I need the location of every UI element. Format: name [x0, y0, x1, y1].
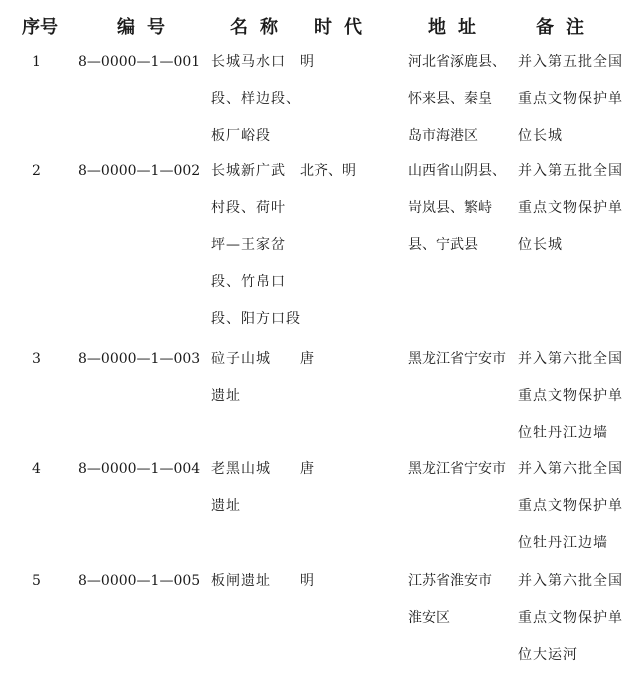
row-note-line: 并入第六批全国: [518, 573, 623, 589]
header-index: 序号: [22, 17, 58, 38]
row-name: [211, 341, 271, 415]
row-name-line: 长城新广武: [211, 163, 286, 179]
row-code: [78, 563, 200, 600]
row-location-line: 岛市海港区: [408, 128, 478, 144]
row-code: [78, 341, 200, 378]
row-name-line: 段、竹帛口: [211, 274, 286, 290]
row-location-line: 怀来县、秦皇: [408, 91, 492, 107]
row-location-line: 黑龙江省宁安市: [408, 351, 506, 367]
row-note-line: 重点文物保护单: [518, 200, 623, 216]
row-index: [32, 451, 41, 488]
row-name: [211, 44, 301, 155]
row-note-line: 并入第六批全国: [518, 461, 623, 477]
row-note-line: 位长城: [518, 128, 563, 144]
row-location: [408, 341, 506, 378]
row-era: [300, 153, 356, 190]
header-era: 时代: [314, 17, 374, 38]
row-era-text: 唐: [300, 351, 314, 367]
header-name: 名称: [230, 17, 290, 38]
row-note-line: 位牡丹江边墙: [518, 535, 608, 551]
row-location: [408, 44, 506, 155]
row-name-line: 坪—王家岔: [211, 237, 286, 253]
row-name-line: 遗址: [211, 388, 241, 404]
row-note-line: 重点文物保护单: [518, 498, 623, 514]
row-location-line: 山西省山阴县、: [408, 163, 506, 179]
row-name-line: 遗址: [211, 498, 241, 514]
row-note-line: 并入第五批全国: [518, 163, 623, 179]
row-name-line: 段、样边段、: [211, 91, 301, 107]
row-note-line: 位长城: [518, 237, 563, 253]
header-note: 备注: [536, 17, 596, 38]
row-location-line: 黑龙江省宁安市: [408, 461, 506, 477]
row-index: [32, 563, 41, 600]
row-code-text: 8—0000—1—005: [78, 573, 201, 589]
row-name-line: 板闸遗址: [211, 573, 271, 589]
row-index-text: 4: [32, 461, 41, 477]
row-name-line: 老黑山城: [211, 461, 271, 477]
header-location: 地址: [428, 17, 488, 38]
row-code: [78, 44, 200, 81]
row-index-text: 5: [32, 573, 41, 589]
row-era-text: 明: [300, 54, 314, 70]
row-index-text: 3: [32, 351, 41, 367]
row-era: [300, 44, 314, 81]
row-note: [518, 341, 623, 452]
row-index-text: 2: [32, 163, 41, 179]
row-note-line: 重点文物保护单: [518, 91, 623, 107]
row-era-text: 明: [300, 573, 314, 589]
row-code-text: 8—0000—1—003: [78, 351, 201, 367]
row-note: [518, 451, 623, 562]
row-note: [518, 44, 623, 155]
row-name-line: 长城马水口: [211, 54, 286, 70]
row-note-line: 位牡丹江边墙: [518, 425, 608, 441]
row-location-line: 岢岚县、繁峙: [408, 200, 492, 216]
row-name: [211, 563, 271, 600]
row-index: [32, 153, 41, 190]
row-location: [408, 451, 506, 488]
row-location-line: 淮安区: [408, 610, 450, 626]
row-note: [518, 563, 623, 674]
row-name: [211, 451, 271, 525]
row-location-line: 县、宁武县: [408, 237, 478, 253]
row-era: [300, 341, 314, 378]
row-note-line: 并入第六批全国: [518, 351, 623, 367]
row-note-line: 重点文物保护单: [518, 388, 623, 404]
row-location: [408, 153, 506, 264]
row-note-line: 位大运河: [518, 647, 578, 663]
row-name: [211, 153, 301, 338]
header-code: 编号: [117, 17, 177, 38]
row-code: [78, 153, 200, 190]
row-name-line: 段、阳方口段: [211, 311, 301, 327]
row-name-line: 板厂峪段: [211, 128, 271, 144]
row-era: [300, 451, 314, 488]
row-index: [32, 341, 41, 378]
row-note-line: 重点文物保护单: [518, 610, 623, 626]
row-note: [518, 153, 623, 264]
row-era-text: 唐: [300, 461, 314, 477]
row-note-line: 并入第五批全国: [518, 54, 623, 70]
row-name-line: 砬子山城: [211, 351, 271, 367]
row-code-text: 8—0000—1—004: [78, 461, 201, 477]
row-era: [300, 563, 314, 600]
row-code-text: 8—0000—1—001: [78, 54, 201, 70]
row-index: [32, 44, 41, 81]
row-location-line: 河北省涿鹿县、: [408, 54, 506, 70]
row-code: [78, 451, 200, 488]
row-location: [408, 563, 492, 637]
row-index-text: 1: [32, 54, 41, 70]
row-name-line: 村段、荷叶: [211, 200, 286, 216]
row-code-text: 8—0000—1—002: [78, 163, 201, 179]
row-location-line: 江苏省淮安市: [408, 573, 492, 589]
row-era-text: 北齐、明: [300, 163, 356, 179]
